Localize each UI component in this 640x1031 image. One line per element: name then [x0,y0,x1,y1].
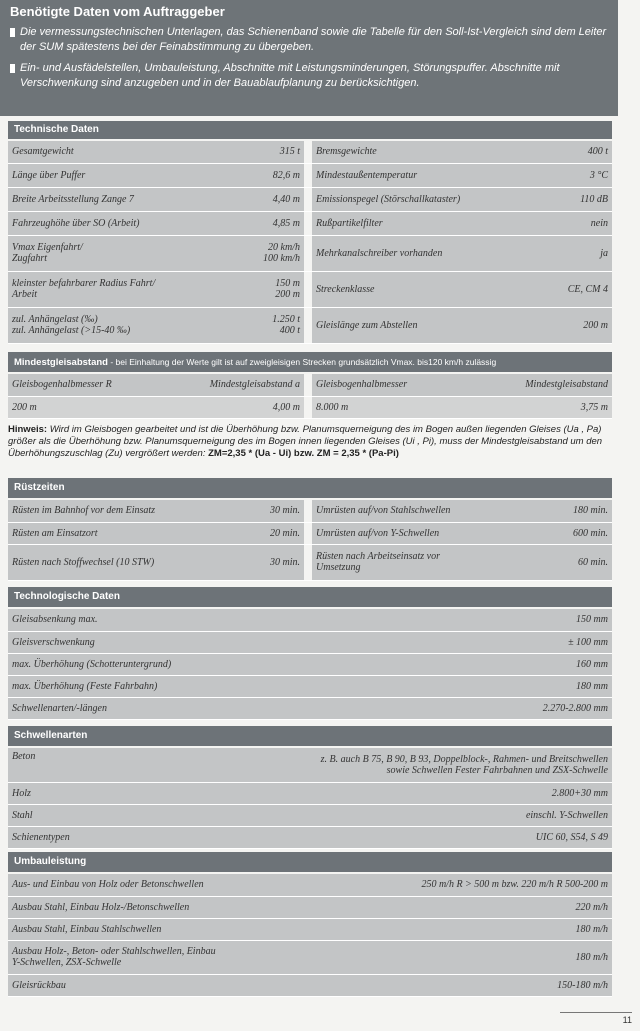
client-data-paragraph-2: Ein- und Ausfädelstellen, Umbauleistung, Abschnitte mit Leistungsminderungen, Störungspuffer. Abschnitte mit Verschwenkung sind anzugeben und in der Bauablaufplanung zu berücksichtigen. [10,61,608,91]
client-data-box [0,0,618,116]
min-track-distance-table [8,374,612,419]
sleeper-types-header: Schwellenarten [8,726,612,746]
table-row: 200 m 4,00 m 8.000 m 3,75 m [8,396,612,418]
technological-data-table [8,609,612,720]
table-row: Gleisabsenkung max. 150 mm [8,609,612,631]
renewal-performance-header: Umbauleistung [8,852,612,872]
table-row: Ausbau Stahl, Einbau Holz-/Betonschwellen 220 m/h [8,896,612,918]
table-row: Stahl einschl. Y-Schwellen [8,804,612,826]
table-row: Rüsten nach Stoffwechsel (10 STW) 30 min. Rüsten nach Arbeitseinsatz vor Umsetzung 60 min. [8,544,612,580]
min-track-distance-header: Mindestgleisabstand - bei Einhaltung der Werte gilt ist auf zweigleisigen Strecken grundsätzlich Vmax. bis120 km/h zulässig [8,352,612,372]
sleeper-types-table [8,748,612,849]
table-row: Holz 2.800+30 mm [8,782,612,804]
hint-note: Hinweis: Wird im Gleisbogen gearbeitet und ist die Überhöhung bzw. Planumsquerneigung des im Bogen außen liegenden Gleises (Ua , Pa) größer als die Überhöhung bzw. Planumsquerneigung des im Bogen innen liegenden Gleises (Ui , Pi), muss der Mindestgleisabstand um den Überhöhungszuschlag (Zu) vergrößert werden: ZM=2,35 * (Ua - Ui) bzw. ZM = 2,35 * (Pa-Pi) [8,424,603,459]
table-row: Aus- und Einbau von Holz oder Betonschwellen 250 m/h R > 500 m bzw. 220 m/h R 500-200 m [8,874,612,896]
client-data-title: Benötigte Daten vom Auftraggeber [10,4,225,19]
table-row: Rüsten am Einsatzort 20 min. Umrüsten auf/von Y-Schwellen 600 min. [8,522,612,544]
technological-data-header: Technologische Daten [8,587,612,607]
table-row: Gesamtgewicht 315 t Bremsgewichte 400 t [8,141,612,163]
table-row: Vmax Eigenfahrt/ Zugfahrt 20 km/h 100 km/h Mehrkanalschreiber vorhanden ja [8,235,612,271]
page-number-rule [560,1012,632,1013]
table-row: max. Überhöhung (Feste Fahrbahn) 180 mm [8,675,612,697]
table-row: Fahrzeughöhe über SO (Arbeit) 4,85 m Rußpartikelfilter nein [8,211,612,235]
table-row: zul. Anhängelast (‰) zul. Anhängelast (>15-40 ‰) 1.250 t 400 t Gleislänge zum Abstellen 200 m [8,307,612,343]
technical-data-header: Technische Daten [8,121,612,139]
table-row: Rüsten im Bahnhof vor dem Einsatz 30 min. Umrüsten auf/von Stahlschwellen 180 min. [8,500,612,522]
table-row: Ausbau Stahl, Einbau Stahlschwellen 180 m/h [8,918,612,940]
page-number: 11 [622,1015,632,1025]
table-row: Gleisverschwenkung ± 100 mm [8,631,612,653]
table-row: max. Überhöhung (Schotteruntergrund) 160 mm [8,653,612,675]
table-row: Gleisbogenhalbmesser R Mindestgleisabstand a Gleisbogenhalbmesser Mindestgleisabstand [8,374,612,396]
table-row: Beton z. B. auch B 75, B 90, B 93, Doppelblock-, Rahmen- und Breitschwellen sowie Schwellen Fester Fahrbahnen und ZSX-Schwelle [8,748,612,782]
table-row: Gleisrückbau 150-180 m/h [8,974,612,996]
setup-times-header: Rüstzeiten [8,478,612,498]
table-row: Schwellenarten/-längen 2.270-2.800 mm [8,697,612,719]
table-row: Breite Arbeitsstellung Zange 7 4,40 m Emissionspegel (Störschallkataster) 110 dB [8,187,612,211]
table-row: kleinster befahrbarer Radius Fahrt/ Arbeit 150 m 200 m Streckenklasse CE, CM 4 [8,271,612,307]
table-row: Ausbau Holz-, Beton- oder Stahlschwellen, Einbau Y-Schwellen, ZSX-Schwelle 180 m/h [8,940,612,974]
renewal-performance-table [8,874,612,997]
client-data-paragraph-1: Die vermessungstechnischen Unterlagen, das Schienenband sowie die Tabelle für den Soll-Ist-Vergleich sind dem Leiter der SUM spätestens bei der Feinabstimmung zu übergeben. [10,25,608,55]
technical-data-table [8,141,612,344]
table-row: Schienentypen UIC 60, S54, S 49 [8,826,612,848]
table-row: Länge über Puffer 82,6 m Mindestaußentemperatur 3 °C [8,163,612,187]
setup-times-table [8,500,612,581]
